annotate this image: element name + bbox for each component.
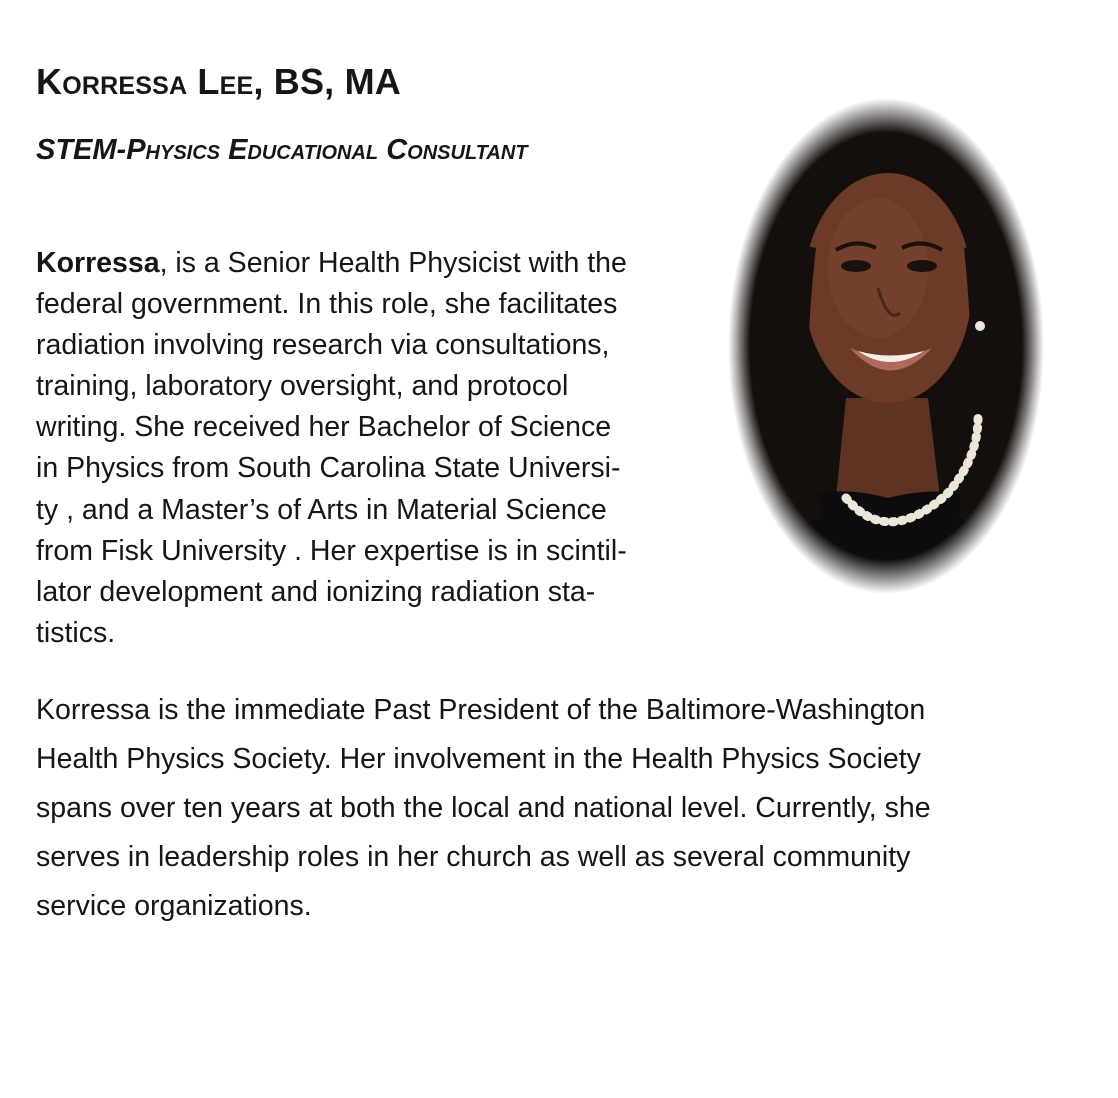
bio-intro-line: federal government. In this role, she facilitates — [36, 288, 618, 321]
neck-shape — [836, 398, 940, 498]
portrait-illustration — [728, 98, 1044, 594]
bio-intro-line: training, laboratory oversight, and protocol — [36, 370, 569, 403]
left-eye — [841, 260, 871, 272]
right-eye — [907, 260, 937, 272]
bio-second-line: serves in leadership roles in her church as well as several community — [36, 841, 911, 873]
bio-intro-line: in Physics from South Carolina State Universi- — [36, 452, 621, 485]
bio-intro-line: ty , and a Master’s of Arts in Material Science — [36, 493, 607, 526]
bio-intro-line: from Fisk University . Her expertise is in scintil- — [36, 534, 627, 567]
bio-second-paragraph — [36, 686, 1096, 931]
bio-intro-line: writing. She received her Bachelor of Science — [36, 411, 612, 444]
bio-lead-name: Korressa — [36, 247, 160, 279]
bio-intro-line: tistics. — [36, 616, 116, 649]
bio-second-line: Korressa is the immediate Past President of the Baltimore-Washington — [36, 694, 926, 726]
portrait-photo — [728, 98, 1044, 594]
person-name: Korressa Lee, BS, MA — [36, 61, 401, 102]
bio-intro-line: radiation involving research via consultations, — [36, 329, 610, 362]
bio-second-line: Health Physics Society. Her involvement in the Health Physics Society — [36, 743, 921, 775]
bio-intro-line: lator development and ionizing radiation sta- — [36, 575, 596, 608]
bio-intro-line: Korressa, is a Senior Health Physicist with the — [36, 247, 627, 279]
bio-second-line: spans over ten years at both the local and national level. Currently, she — [36, 792, 931, 824]
person-role: STEM-Physics Educational Consultant — [36, 134, 528, 166]
bio-intro-paragraph — [36, 243, 716, 654]
bio-second-line: service organizations. — [36, 890, 312, 922]
earring — [975, 321, 985, 331]
